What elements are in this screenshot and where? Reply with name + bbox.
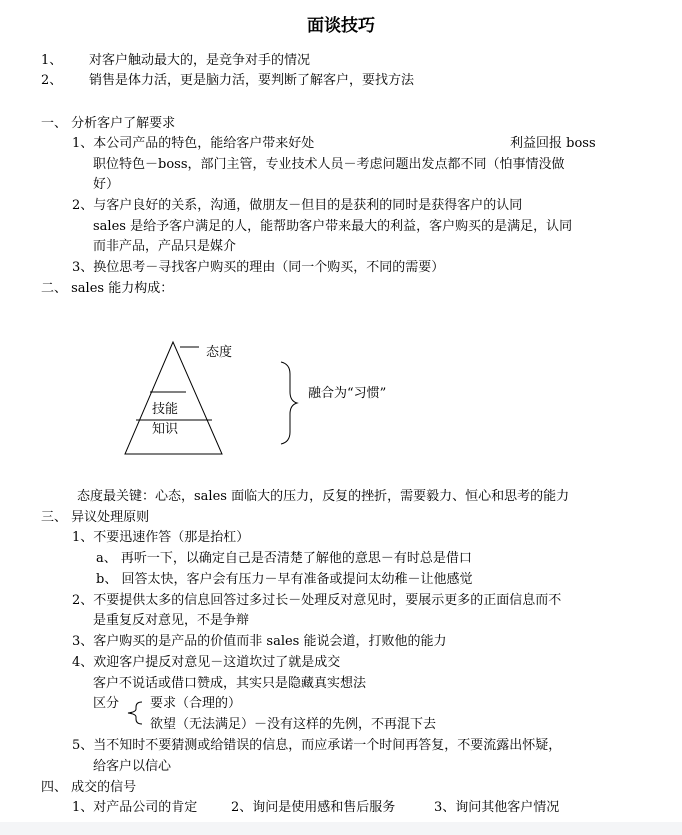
section-3-item-5: 5、当不知时不要猜测或给错误的信息，而应承诺一个时间再答复，不要流露出怀疑， — [72, 738, 562, 753]
intro-item-1-number: 1、 — [41, 53, 63, 68]
section-1-item-2: 2、与客户良好的关系，沟通，做朋友－但目的是获利的同时是获得客户的认同 — [72, 198, 523, 213]
section-3-item-4-option-requirement: 要求（合理的） — [150, 696, 242, 711]
section-1-item-3: 3、换位思考－寻找客户购买的理由（同一个购买，不同的需要） — [72, 260, 445, 275]
section-3-item-4-distinguish-label: 区分 — [93, 696, 120, 711]
section-3-item-2-cont: 是重复反对意见，不是争辩 — [93, 613, 250, 628]
section-3-item-1: 1、不要迅速作答（那是抬杠） — [72, 530, 250, 545]
section-3-heading: 三、 异议处理原则 — [41, 510, 150, 525]
section-3-item-4-detail: 客户不说话或借口赞成，其实只是隐藏真实想法 — [93, 676, 367, 691]
section-4-signal-3: 3、询问其他客户情况 — [434, 800, 560, 815]
pyramid-label-attitude: 态度 — [206, 345, 233, 360]
section-1-item-2-detail-cont: 而非产品，产品只是媒介 — [93, 239, 237, 254]
viewer-bottom-bar — [0, 822, 682, 835]
section-1-item-2-detail: sales 是给予客户满足的人，能帮助客户带来最大的利益，客户购买的是满足，认同 — [93, 219, 573, 234]
section-3-item-4-option-desire: 欲望（无法满足）－没有这样的先例，不再混下去 — [150, 717, 437, 732]
section-3-item-1a: a、 再听一下，以确定自己是否清楚了解他的意思－有时总是借口 — [96, 551, 472, 566]
section-2-note: 态度最关键：心态，sales 面临大的压力，反复的挫折，需要毅力、恒心和思考的能力 — [77, 489, 570, 504]
section-1-heading: 一、 分析客户了解要求 — [41, 116, 176, 131]
section-1-item-1-detail-cont: 好） — [93, 177, 120, 192]
section-4-signal-2: 2、询问是使用感和售后服务 — [231, 800, 396, 815]
section-4-signal-1: 1、对产品公司的肯定 — [72, 800, 198, 815]
section-3-item-5-cont: 给客户以信心 — [93, 759, 172, 774]
section-4-heading: 四、 成交的信号 — [41, 780, 137, 795]
page-title: 面谈技巧 — [307, 16, 375, 36]
section-3-item-3: 3、客户购买的是产品的价值而非 sales 能说会道，打败他的能力 — [72, 634, 447, 649]
ability-pyramid-diagram — [0, 330, 682, 470]
brace-shape — [281, 362, 297, 444]
intro-item-1-text: 对客户触动最大的，是竞争对手的情况 — [89, 53, 311, 68]
section-1-item-1-note: 利益回报 boss — [510, 136, 596, 151]
distinguish-brace — [124, 700, 146, 726]
brace-label: 融合为“习惯” — [308, 386, 387, 401]
section-3-item-2: 2、不要提供太多的信息回答过多过长－处理反对意见时，要展示更多的正面信息而不 — [72, 593, 562, 608]
intro-item-2-text: 销售是体力活，更是脑力活，要判断了解客户，要找方法 — [89, 73, 415, 88]
section-3-item-1b: b、 回答太快，客户会有压力－早有准备或提问太幼稚－让他感觉 — [96, 572, 473, 587]
pyramid-label-knowledge: 知识 — [152, 422, 179, 437]
section-3-item-4: 4、欢迎客户提反对意见－这道坎过了就是成交 — [72, 655, 341, 670]
intro-item-2-number: 2、 — [41, 73, 63, 88]
section-1-item-1-detail: 职位特色－boss，部门主管，专业技术人员－考虑问题出发点都不同（怕事情没做 — [93, 157, 565, 172]
section-2-heading: 二、 sales 能力构成： — [41, 281, 174, 296]
section-1-item-1: 1、本公司产品的特色，能给客户带来好处 — [72, 136, 315, 151]
pyramid-label-skill: 技能 — [152, 402, 179, 417]
